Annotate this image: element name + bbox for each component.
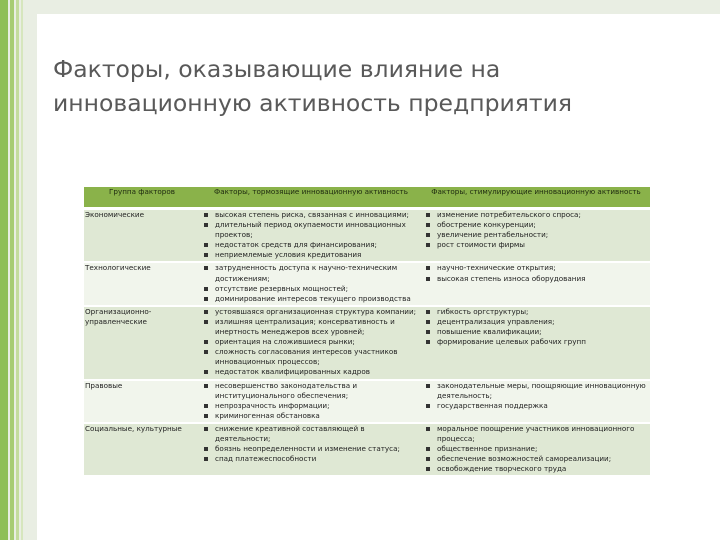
list-item: отсутствие резервных мощностей; [201,284,421,294]
table-row [84,380,650,423]
header-inhibiting: Факторы, тормозящие инновационную активность [200,187,422,209]
inhibiting-factors-list [201,381,421,421]
list-item: затрудненность доступа к научно-техническим достижениям; [201,263,421,283]
list-item: высокая степень износа оборудования [423,274,649,284]
list-item: обеспечение возможностей самореализации; [423,454,649,464]
inhibiting-factors-cell [200,262,422,305]
inhibiting-factors-cell [200,306,422,380]
table-row [84,423,650,476]
slide-title: Факторы, оказывающие влияние на инновационную активность предприятия [53,55,573,117]
list-item: изменение потребительского спроса; [423,210,649,220]
list-item: увеличение рентабельности; [423,230,649,240]
factor-group: Организационно-управленческие [84,306,200,380]
stimulating-factors-list [423,263,649,283]
inhibiting-factors-cell [200,209,422,263]
factor-group: Социальные, культурные [84,423,200,476]
stimulating-factors-list [423,307,649,347]
list-item: децентрализация управления; [423,317,649,327]
factor-group: Правовые [84,380,200,423]
factor-group: Технологические [84,262,200,305]
list-item: повышение квалификации; [423,327,649,337]
list-item: законодательные меры, поощряющие инновационную деятельность; [423,381,649,401]
list-item: рост стоимости фирмы [423,240,649,250]
list-item: неприемлемые условия кредитования [201,250,421,260]
list-item: непрозрачность информации; [201,401,421,411]
table-body [84,209,650,477]
table-row [84,262,650,305]
list-item: ориентация на сложившиеся рынки; [201,337,421,347]
stimulating-factors-list [423,424,649,474]
list-item: государственная поддержка [423,401,649,411]
list-item: недостаток средств для финансирования; [201,240,421,250]
inhibiting-factors-list [201,263,421,303]
list-item: общественное признание; [423,444,649,454]
list-item: недостаток квалифицированных кадров [201,367,421,377]
decorative-stripe [0,0,8,540]
stimulating-factors-list [423,381,649,411]
factors-table [84,187,650,477]
inhibiting-factors-list [201,424,421,464]
list-item: обострение конкуренции; [423,220,649,230]
header-group: Группа факторов [84,187,200,209]
factor-group: Экономические [84,209,200,263]
list-item: снижение креативной составляющей в деятельности; [201,424,421,444]
list-item: спад платежеспособности [201,454,421,464]
list-item: доминирование интересов текущего производства [201,294,421,304]
inhibiting-factors-list [201,307,421,378]
stimulating-factors-cell [422,262,650,305]
stimulating-factors-cell [422,380,650,423]
decorative-stripe [16,0,19,540]
inhibiting-factors-cell [200,380,422,423]
list-item: излишняя централизация; консервативность и инертность менеджеров всех уровней; [201,317,421,337]
table-header-row [84,187,650,209]
header-stimulating: Факторы, стимулирующие инновационную активность [422,187,650,209]
list-item: боязнь неопределенности и изменение статуса; [201,444,421,454]
stimulating-factors-cell [422,423,650,476]
table-row [84,306,650,380]
decorative-stripe [21,0,23,540]
table-row [84,209,650,263]
list-item: научно-технические открытия; [423,263,649,273]
list-item: несовершенство законодательства и институционального обеспечения; [201,381,421,401]
list-item: моральное поощрение участников инновационного процесса; [423,424,649,444]
decorative-stripe [10,0,14,540]
list-item: криминогенная обстановка [201,411,421,421]
list-item: гибкость оргструктуры; [423,307,649,317]
list-item: формирование целевых рабочих групп [423,337,649,347]
list-item: освобождение творческого труда [423,464,649,474]
inhibiting-factors-list [201,210,421,260]
list-item: высокая степень риска, связанная с инновациями; [201,210,421,220]
list-item: устоявшаяся организационная структура компании; [201,307,421,317]
stimulating-factors-list [423,210,649,250]
inhibiting-factors-cell [200,423,422,476]
list-item: сложность согласования интересов участников инновационных процессов; [201,347,421,367]
stimulating-factors-cell [422,306,650,380]
list-item: длительный период окупаемости инновационных проектов; [201,220,421,240]
stimulating-factors-cell [422,209,650,263]
